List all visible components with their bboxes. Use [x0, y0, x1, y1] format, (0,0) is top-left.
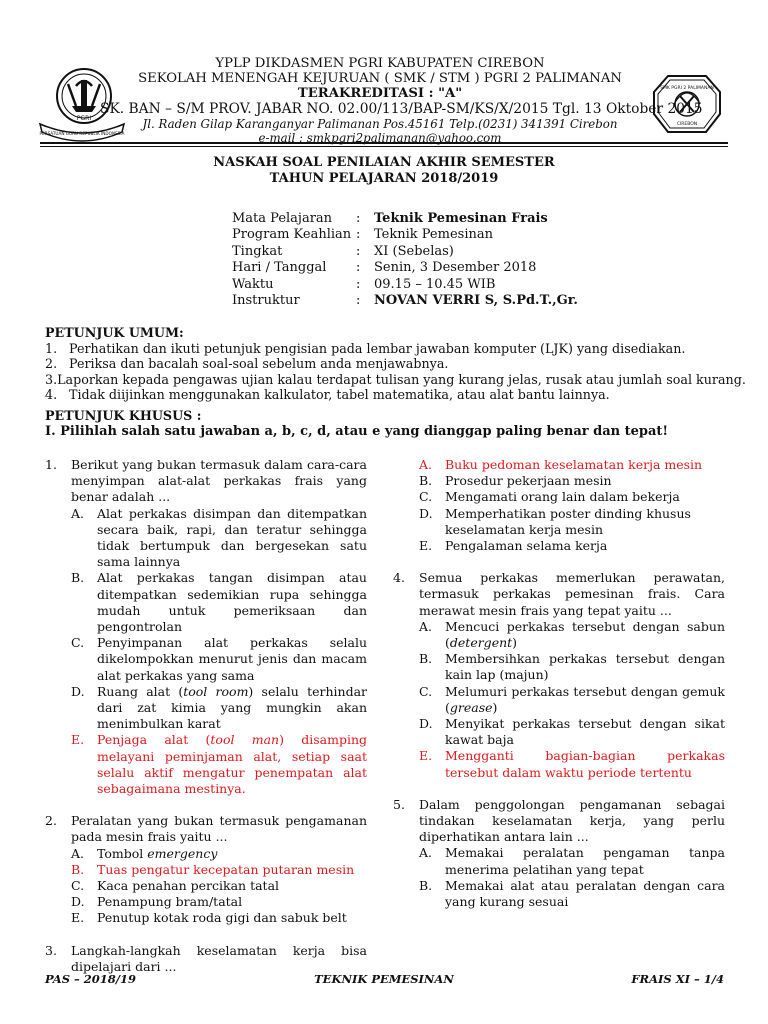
pgri-banner-text: PERSATUAN GURU REPUBLIK INDONESIA	[39, 131, 125, 136]
foundation-name: YPLP DIKDASMEN PGRI KABUPATEN CIREBON	[215, 56, 545, 71]
option-b[interactable]: B. Memakai alat atau peralatan dengan cara yang kurang sesuai	[419, 877, 725, 910]
option-e[interactable]: E. Penutup kotak roda gigi dan sabuk belt	[71, 910, 347, 926]
questions-left-column	[45, 457, 367, 975]
address: Jl. Raden Gilap Karanganyar Palimanan Pos.45161 Telp.(0231) 341391 Cirebon	[142, 117, 618, 131]
question-text: Peralatan yang bukan termasuk pengamanan pada mesin frais yaitu ...	[71, 813, 367, 845]
option-c[interactable]: C. Penyimpanan alat perkakas selalu dikelompokkan menurut jenis dan macam alat perkakas yang sama	[71, 635, 367, 683]
option-a[interactable]: A. Memakai peralatan pengaman tanpa menerima pelatihan yang tepat	[419, 845, 725, 877]
title-line-1: NASKAH SOAL PENILAIAN AKHIR SEMESTER	[213, 155, 555, 170]
option-b[interactable]: B. Alat perkakas tangan disimpan atau ditempatkan sedemikian rupa sehingga mudah untuk pemeriksaan dan pengontrolan	[71, 570, 367, 635]
info-row: Waktu : 09.15 – 10.45 WIB	[232, 276, 496, 292]
option-e[interactable]: E. Pengalaman selama kerja	[419, 538, 608, 554]
option-b[interactable]: B. Membersihkan perkakas tersebut dengan kain lap (majun)	[419, 651, 725, 683]
info-row: Mata Pelajaran : Teknik Pemesinan Frais	[232, 211, 548, 226]
school-logo-bottom-text: CIREBON	[676, 122, 698, 127]
option-b-answer[interactable]: B. Tuas pengatur kecepatan putaran mesin	[71, 861, 355, 877]
info-value: XI (Sebelas)	[374, 243, 454, 259]
info-key: Tingkat	[232, 243, 283, 259]
info-key: Program Keahlian	[232, 227, 352, 243]
info-key: Hari / Tanggal	[232, 260, 327, 276]
option-a-answer[interactable]: A. Buku pedoman keselamatan kerja mesin	[419, 457, 703, 472]
accreditation: TERAKREDITASI : "A"	[297, 86, 463, 101]
info-value: NOVAN VERRI S, S.Pd.T.,Gr.	[374, 293, 578, 309]
exam-info	[232, 211, 578, 309]
header-divider	[40, 142, 728, 147]
instruction-item: 1. Perhatikan dan ikuti petunjuk pengisian pada lembar jawaban komputer (LJK) yang disediakan.	[45, 340, 686, 356]
special-instructions	[45, 408, 745, 439]
info-value: Senin, 3 Desember 2018	[374, 260, 537, 276]
footer-left: PAS – 2018/19	[45, 972, 137, 986]
info-row: Program Keahlian : Teknik Pemesinan	[232, 227, 493, 243]
email: e-mail : smkpgri2palimanan@yahoo.com	[258, 131, 502, 145]
question-5: 5. Dalam penggolongan pengamanan sebagai tindakan keselamatan kerja, yang perlu diperhatikan antara lain ... A. Memakai peralatan pengaman tanpa menerima pelatihan yang tepat B. Memakai alat atau peralatan dengan cara yang kurang sesuai	[393, 796, 725, 910]
question-text: Langkah-langkah keselamatan kerja bisa dipelajari dari ...	[71, 942, 367, 974]
option-a[interactable]: A. Mencuci perkakas tersebut dengan sabun (detergent)	[419, 618, 725, 651]
option-a[interactable]: A. Tombol emergency	[71, 845, 218, 861]
school-logo-text: SMK PGRI 2 PALIMANAN	[660, 86, 714, 91]
info-key: Mata Pelajaran	[232, 211, 333, 226]
instruction-item: 4. Tidak diijinkan menggunakan kalkulator, tabel matematika, atau alat bantu lainnya.	[45, 387, 610, 403]
option-e-answer[interactable]: E. Mengganti bagian-bagian perkakas tersebut dalam waktu periode tertentu	[419, 748, 725, 780]
question-3-options	[393, 457, 725, 554]
info-value: 09.15 – 10.45 WIB	[374, 276, 496, 292]
option-d[interactable]: D. Memperhatikan poster dinding khusus keselamatan kerja mesin	[419, 505, 691, 537]
option-b[interactable]: B. Prosedur pekerjaan mesin	[419, 473, 612, 489]
option-c[interactable]: C. Mengamati orang lain dalam bekerja	[419, 489, 680, 505]
document-title	[0, 155, 768, 187]
general-heading: PETUNJUK UMUM:	[45, 325, 184, 340]
school-name: SEKOLAH MENENGAH KEJURUAN ( SMK / STM ) PGRI 2 PALIMANAN	[138, 71, 622, 86]
questions-right-column	[393, 457, 725, 910]
letterhead	[100, 56, 703, 145]
instruction-item: 3. Laporkan kepada pengawas ujian kalau terdapat tulisan yang kurang jelas, rusak atau jumlah soal kurang.	[45, 371, 746, 387]
info-key: Waktu	[232, 276, 274, 292]
option-c[interactable]: C. Melumuri perkakas tersebut dengan gemuk (grease)	[419, 683, 725, 715]
option-e-answer[interactable]: E. Penjaga alat (tool man) disamping melayani peminjaman alat, setiap saat selalu aktif mengatur penempatan alat sebagaimana mestinya.	[71, 732, 367, 797]
question-text: Dalam penggolongan pengamanan sebagai tindakan keselamatan kerja, yang perlu diperhatikan antara lain ...	[419, 796, 725, 845]
info-key: Instruktur	[232, 293, 300, 309]
footer-right: FRAIS XI – 1/4	[631, 972, 724, 986]
title-line-2: TAHUN PELAJARAN 2018/2019	[269, 171, 499, 186]
question-3: 3. Langkah-langkah keselamatan kerja bisa dipelajari dari ...	[45, 942, 367, 974]
sk-ban: SK. BAN – S/M PROV. JABAR NO. 02.00/113/BAP-SM/KS/X/2015 Tgl. 13 Oktober 2015	[100, 101, 703, 117]
info-value: Teknik Pemesinan Frais	[374, 211, 548, 226]
option-d[interactable]: D. Menyikat perkakas tersebut dengan sikat kawat baja	[419, 716, 725, 748]
question-text: Semua perkakas memerlukan perawatan, termasuk perkakas pemesinan frais. Cara merawat mesin frais yang tepat yaitu ...	[419, 570, 725, 618]
pgri-text: PGRI	[76, 115, 92, 122]
question-4: 4. Semua perkakas memerlukan perawatan, termasuk perkakas pemesinan frais. Cara merawat mesin frais yang tepat yaitu ... A. Mencuci perkakas tersebut dengan sabun (detergent) B. Membersihkan perkakas tersebut dengan kain lap (majun) C. Melumuri perkakas tersebut dengan gemuk (grease) D. Menyikat perkakas tersebut dengan sikat kawat baja E. Mengganti bagian-bagian perkakas tersebut dalam waktu periode tertentu	[393, 570, 725, 780]
instruction-item: 2. Periksa dan bacalah soal-soal sebelum anda menjawabnya.	[45, 356, 449, 372]
option-a[interactable]: A. Alat perkakas disimpan dan ditempatkan secara baik, rapi, dan teratur sehingga tidak bertumpuk dan bergesekan satu sama lainnya	[71, 505, 367, 570]
question-2: 2. Peralatan yang bukan termasuk pengamanan pada mesin frais yaitu ... A. Tombol emergency B. Tuas pengatur kecepatan putaran mesin C. Kaca penahan percikan tatal D. Penampung bram/tatal E. Penutup kotak roda gigi dan sabuk belt	[45, 813, 367, 926]
info-value: Teknik Pemesinan	[374, 227, 493, 243]
info-row: Instruktur : NOVAN VERRI S, S.Pd.T.,Gr.	[232, 293, 578, 309]
question-text: Berikut yang bukan termasuk dalam cara-cara menyimpan alat-alat perkakas frais yang benar adalah ...	[71, 457, 367, 505]
option-d[interactable]: D. Penampung bram/tatal	[71, 894, 243, 910]
option-c[interactable]: C. Kaca penahan percikan tatal	[71, 878, 280, 894]
question-1: 1. Berikut yang bukan termasuk dalam cara-cara menyimpan alat-alat perkakas frais yang benar adalah ... A. Alat perkakas disimpan dan ditempatkan secara baik, rapi, dan teratur sehingga tidak bertumpuk dan bergesekan satu sama lainnya B. Alat perkakas tangan disimpan atau ditempatkan sedemikian rupa sehingga mudah untuk pemeriksaan dan pengontrolan C. Penyimpanan alat perkakas selalu dikelompokkan menurut jenis dan macam alat perkakas yang sama D. Ruang alat (tool room) selalu terhindar dari zat kimia yang mungkin akan menimbulkan karat E. Penjaga alat (tool man) disamping melayani peminjaman alat, setiap saat selalu aktif mengatur penempatan alat sebagaimana mestinya.	[45, 457, 367, 797]
info-row: Hari / Tanggal : Senin, 3 Desember 2018	[232, 260, 537, 276]
special-heading: PETUNJUK KHUSUS :	[45, 408, 202, 423]
general-instructions	[45, 325, 746, 403]
footer-center: TEKNIK PEMESINAN	[314, 972, 454, 986]
info-row: Tingkat : XI (Sebelas)	[232, 243, 454, 259]
special-instruction: I. Pilihlah salah satu jawaban a, b, c, d, atau e yang dianggap paling benar dan tepat!	[45, 423, 669, 439]
option-d[interactable]: D. Ruang alat (tool room) selalu terhindar dari zat kimia yang mungkin akan menimbulkan karat	[71, 683, 367, 732]
